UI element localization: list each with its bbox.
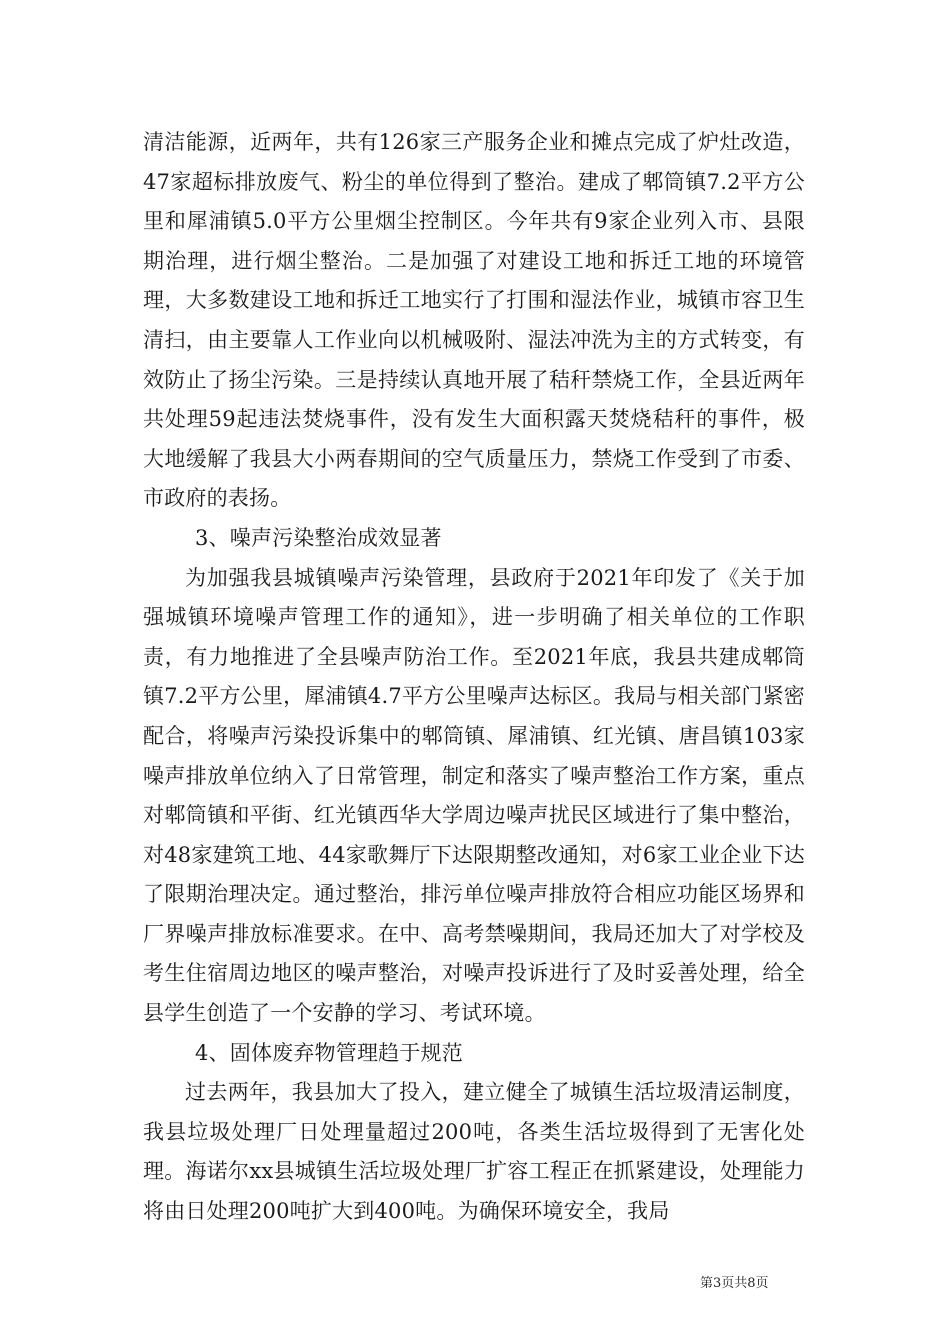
section-heading-solid-waste: 4、固体废弃物管理趋于规范 (195, 1040, 463, 1065)
paragraph-solid-waste: 过去两年，我县加大了投入，建立健全了城镇生活垃圾清运制度，我县垃圾处理厂日处理量超过200吨，各类生活垃圾得到了无害化处理。海诺尔xx县城镇生活垃圾处理厂扩容工程正在抓紧建设，处理能力将由日处理200吨扩大到400吨。为确保环境安全，我局 (143, 1080, 805, 1224)
page-number-footer: 第3页共8页 (700, 1276, 769, 1291)
document-body (143, 123, 805, 1232)
paragraph-noise: 为加强我县城镇噪声污染管理，县政府于2021年印发了《关于加强城镇环境噪声管理工作的通知》，进一步明确了相关单位的工作职责，有力地推进了全县噪声防治工作。至2021年底，我县共建成郫筒镇7.2平方公里，犀浦镇4.7平方公里噪声达标区。我局与相关部门紧密配合，将噪声污染投诉集中的郫筒镇、犀浦镇、红光镇、唐昌镇103家噪声排放单位纳入了日常管理，制定和落实了噪声整治工作方案，重点对郫筒镇和平街、红光镇西华大学周边噪声扰民区域进行了集中整治，对48家建筑工地、44家歌舞厅下达限期整改通知，对6家工业企业下达了限期治理决定。通过整治，排污单位噪声排放符合相应功能区场界和厂界噪声排放标准要求。在中、高考禁噪期间，我局还加大了对学校及考生住宿周边地区的噪声整治，对噪声投诉进行了及时妥善处理，给全县学生创造了一个安静的学习、考试环境。 (143, 565, 805, 1026)
section-heading-noise: 3、噪声污染整治成效显著 (195, 525, 442, 550)
paragraph-air-pollution: 清洁能源，近两年，共有126家三产服务企业和摊点完成了炉灶改造，47家超标排放废气、粉尘的单位得到了整治。建成了郫筒镇7.2平方公里和犀浦镇5.0平方公里烟尘控制区。今年共有9家企业列入市、县限期治理，进行烟尘整治。二是加强了对建设工地和拆迁工地的环境管理，大多数建设工地和拆迁工地实行了打围和湿法作业，城镇市容卫生清扫，由主要靠人工作业向以机械吸附、湿法冲洗为主的方式转变，有效防止了扬尘污染。三是持续认真地开展了秸秆禁烧工作，全县近两年共处理59起违法焚烧事件，没有发生大面积露天焚烧秸秆的事件，极大地缓解了我县大小两春期间的空气质量压力，禁烧工作受到了市委、市政府的表扬。 (143, 130, 805, 511)
